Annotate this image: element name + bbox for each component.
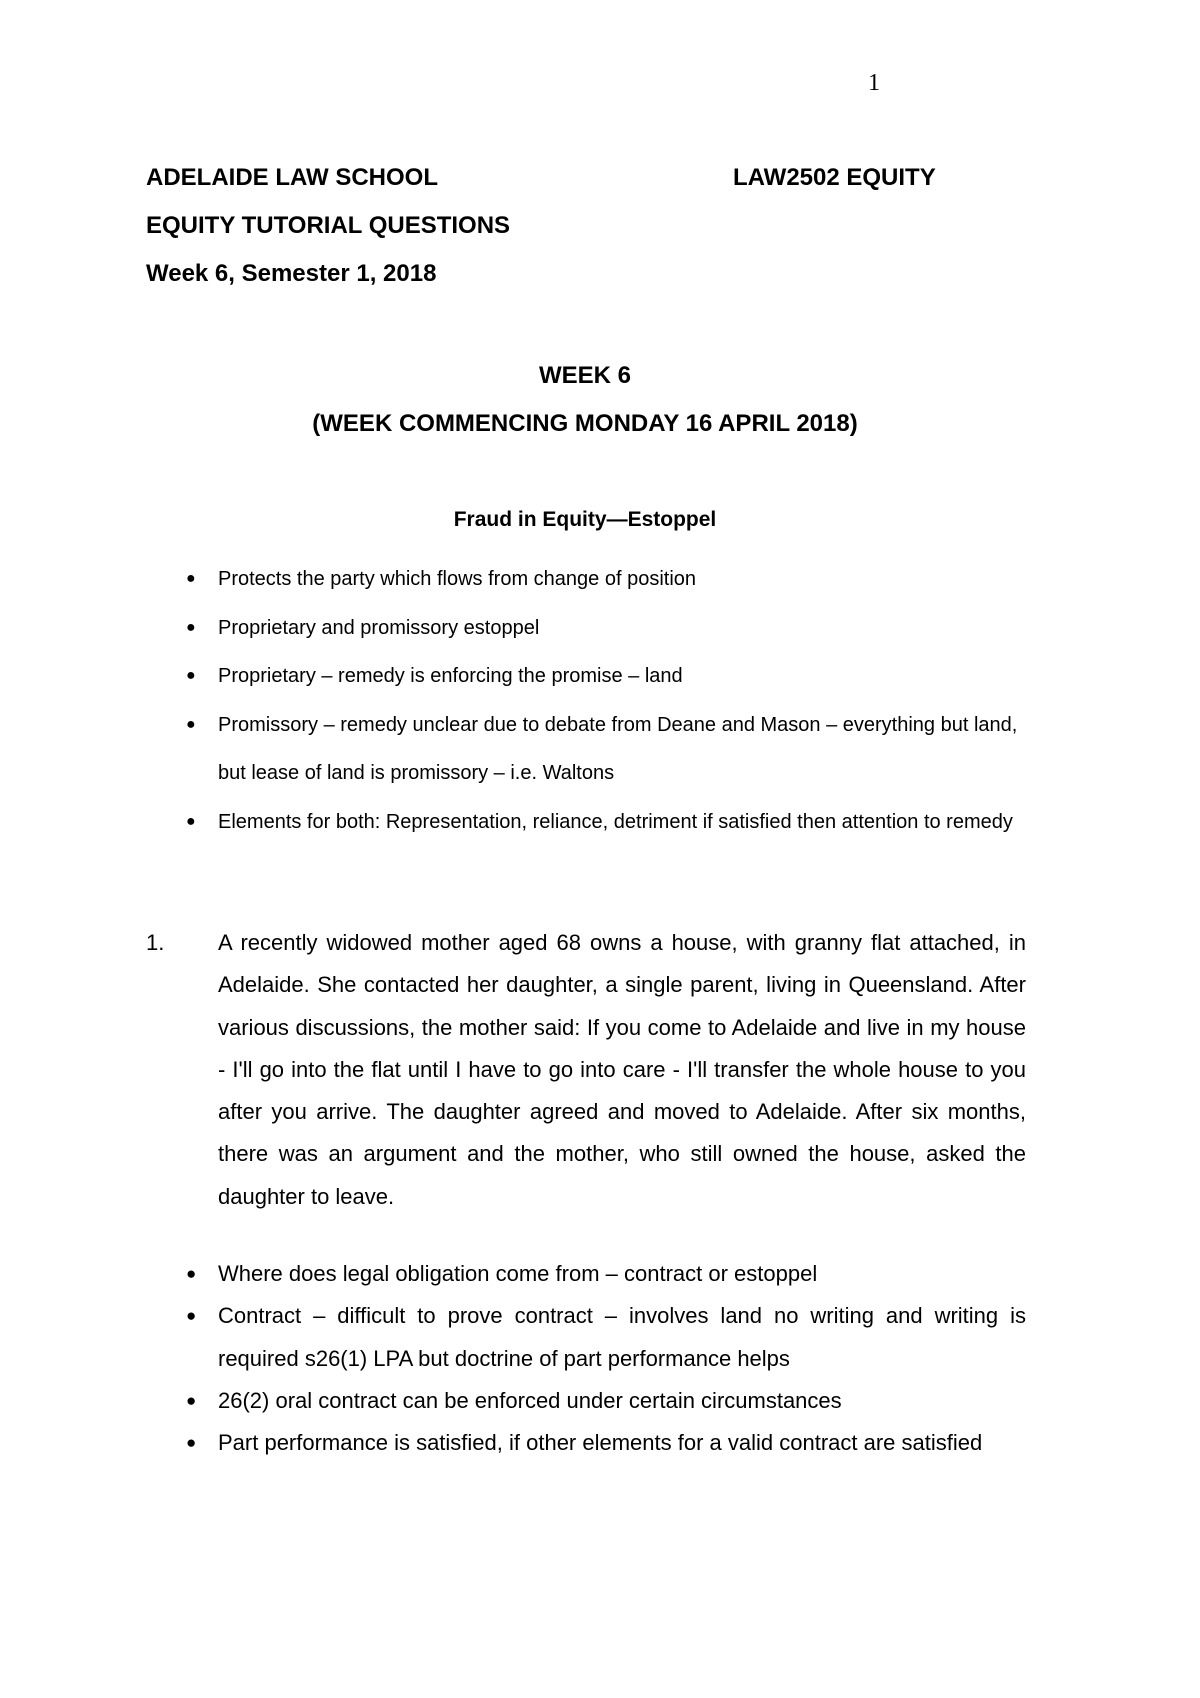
list-item	[146, 701, 1026, 798]
list-item-text: Promissory – remedy unclear due to debate from Deane and Mason – everything but land, but lease of land is promissory – i.e. Waltons	[218, 713, 1018, 784]
estoppel-notes-list	[146, 555, 1026, 846]
list-item-text: Part performance is satisfied, if other elements for a valid contract are satisfied	[218, 1430, 983, 1456]
question-text: A recently widowed mother aged 68 owns a house, with granny flat attached, in Adelaide. She contacted her daughter, a single parent, living in Queensland. After various discussions, the mother said: If you come to Adelaide and live in my house - I'll go into the flat until I have to go into care - I'll transfer the whole house to you after you arrive. The daughter agreed and moved to Adelaide. After six months, there was an argument and the mother, who still owned the house, asked the daughter to leave.	[218, 930, 1026, 1209]
question-number: 1.	[146, 930, 165, 955]
section-title: Fraud in Equity—Estoppel	[453, 508, 717, 531]
list-item	[146, 1422, 1026, 1464]
document-header	[146, 160, 976, 304]
answer-notes-list	[146, 1253, 1026, 1464]
bullet-icon: ●	[186, 618, 196, 636]
list-item-text: Where does legal obligation come from – contract or estoppel	[218, 1261, 818, 1286]
list-item	[146, 1253, 1026, 1295]
bullet-icon: ●	[186, 812, 196, 830]
list-item-text: Protects the party which flows from change of position	[218, 568, 697, 590]
list-item	[146, 1295, 1026, 1380]
bullet-icon: ●	[186, 570, 196, 587]
list-item	[146, 1380, 1026, 1422]
question-1	[146, 922, 1026, 1218]
bullet-icon: ●	[186, 1433, 197, 1453]
week-commencing: (WEEK COMMENCING MONDAY 16 APRIL 2018)	[312, 410, 858, 437]
school-name: ADELAIDE LAW SCHOOL	[146, 164, 438, 191]
tutorial-subtitle: EQUITY TUTORIAL QUESTIONS	[146, 212, 511, 239]
week-heading	[0, 356, 1170, 452]
term-line: Week 6, Semester 1, 2018	[146, 260, 437, 287]
list-item-text: 26(2) oral contract can be enforced under certain circumstances	[218, 1387, 842, 1413]
bullet-icon: ●	[186, 1306, 197, 1326]
list-item	[146, 604, 1026, 653]
bullet-icon: ●	[186, 1390, 197, 1410]
list-item	[146, 555, 1026, 604]
bullet-icon: ●	[186, 667, 196, 684]
list-item-text: Proprietary and promissory estoppel	[218, 616, 540, 639]
list-item-text: Elements for both: Representation, reliance, detriment if satisfied then attention to remedy	[218, 810, 1013, 833]
header-row-1	[146, 160, 976, 208]
list-item-text: Contract – difficult to prove contract – involves land no writing and writing is required s26(1) LPA but doctrine of part performance helps	[218, 1303, 1026, 1371]
list-item-text: Proprietary – remedy is enforcing the promise – land	[218, 665, 683, 687]
list-item	[146, 798, 1026, 847]
week-title: WEEK 6	[538, 362, 631, 389]
page-number: 1	[868, 70, 880, 96]
bullet-icon: ●	[186, 1264, 197, 1283]
course-code: LAW2502 EQUITY	[733, 164, 936, 191]
bullet-icon: ●	[186, 715, 196, 733]
list-item	[146, 652, 1026, 701]
